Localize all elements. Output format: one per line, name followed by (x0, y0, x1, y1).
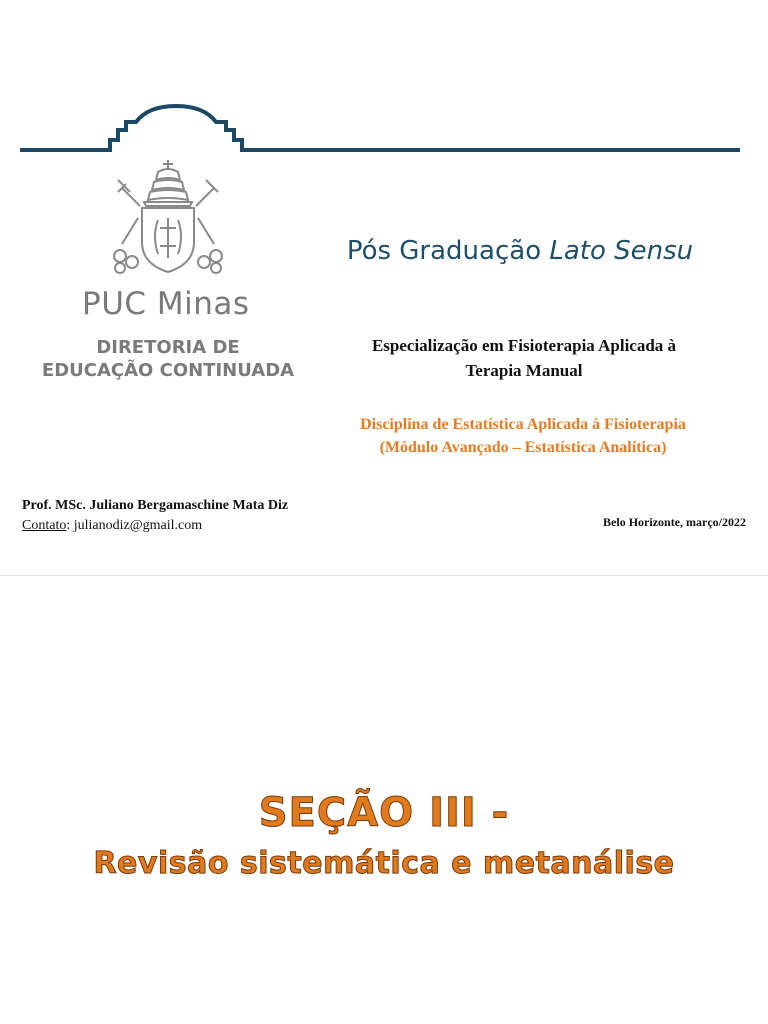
institution-name: PUC Minas (82, 286, 250, 322)
course-line-1: Especialização em Fisioterapia Aplicada à (371, 336, 677, 355)
section-subtitle: Revisão sistemática e metanálise (93, 846, 675, 881)
department-line-1: DIRETORIA DE (96, 337, 240, 358)
course-title (312, 333, 736, 383)
contact-email: : julianodiz@gmail.com (66, 518, 203, 533)
department-line-2: EDUCAÇÃO CONTINUADA (41, 360, 295, 381)
contact-line (22, 518, 202, 534)
program-italic: Lato Sensu (549, 236, 694, 266)
discipline-line-1: Disciplina de Estatística Aplicada à Fisioterapia (360, 416, 686, 433)
department-name (20, 336, 316, 382)
professor-name: Prof. MSc. Juliano Bergamaschine Mata Diz (22, 498, 289, 513)
section-title: SEÇÃO III - (258, 790, 510, 836)
discipline-title (300, 413, 746, 459)
program-prefix: Pós Graduação (346, 236, 542, 266)
course-line-2: Terapia Manual (465, 361, 583, 380)
program-heading (300, 236, 740, 266)
puc-crest-logo (108, 158, 228, 280)
discipline-line-2: (Módulo Avançado – Estatística Analítica) (379, 439, 667, 456)
contact-label: Contato (22, 518, 67, 533)
city-date: Belo Horizonte, março/2022 (603, 515, 746, 529)
